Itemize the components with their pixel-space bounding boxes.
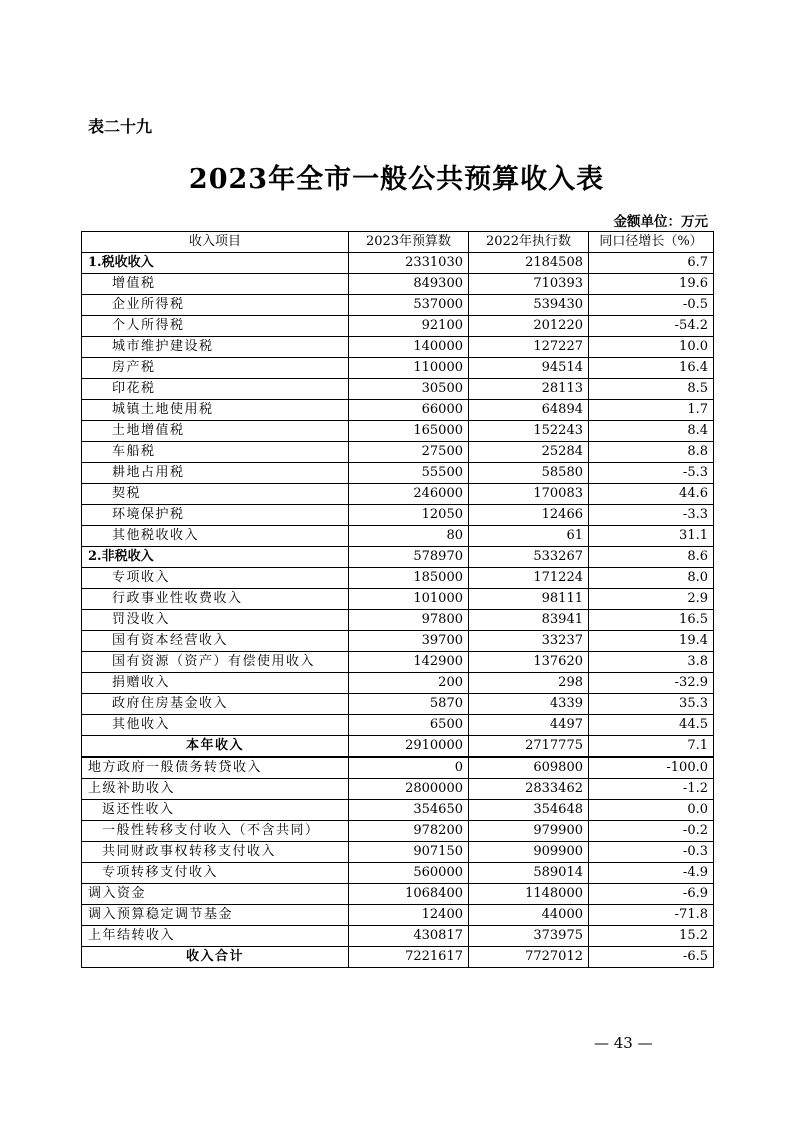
row-growth: -100.0 — [589, 757, 714, 779]
row-budget-2023: 6500 — [349, 715, 469, 736]
row-growth: 35.3 — [589, 694, 714, 715]
row-actual-2022: 2184508 — [469, 253, 589, 274]
row-actual-2022: 94514 — [469, 358, 589, 379]
row-item-name: 车船税 — [82, 442, 349, 463]
row-budget-2023: 354650 — [349, 800, 469, 821]
row-budget-2023: 55500 — [349, 463, 469, 484]
row-item-name: 契税 — [82, 484, 349, 505]
row-actual-2022: 2833462 — [469, 779, 589, 800]
row-actual-2022: 298 — [469, 673, 589, 694]
budget-table — [81, 231, 714, 968]
row-budget-2023: 66000 — [349, 400, 469, 421]
row-item-name: 增值税 — [82, 274, 349, 295]
row-actual-2022: 539430 — [469, 295, 589, 316]
row-growth: -54.2 — [589, 316, 714, 337]
table-row — [82, 884, 714, 905]
row-budget-2023: 5870 — [349, 694, 469, 715]
row-growth: 31.1 — [589, 526, 714, 547]
row-item-name: 土地增值税 — [82, 421, 349, 442]
table-row — [82, 484, 714, 505]
row-budget-2023: 430817 — [349, 926, 469, 947]
row-item-name: 个人所得税 — [82, 316, 349, 337]
row-item-name: 城镇土地使用税 — [82, 400, 349, 421]
table-row — [82, 568, 714, 589]
row-growth: -5.3 — [589, 463, 714, 484]
table-row — [82, 526, 714, 547]
row-item-name: 本年收入 — [82, 736, 349, 758]
row-item-name: 房产税 — [82, 358, 349, 379]
row-item-name: 政府住房基金收入 — [82, 694, 349, 715]
row-actual-2022: 61 — [469, 526, 589, 547]
column-header-growth: 同口径增长（%） — [589, 232, 714, 253]
row-actual-2022: 2717775 — [469, 736, 589, 758]
row-actual-2022: 710393 — [469, 274, 589, 295]
row-budget-2023: 578970 — [349, 547, 469, 568]
table-row — [82, 337, 714, 358]
row-actual-2022: 137620 — [469, 652, 589, 673]
row-actual-2022: 373975 — [469, 926, 589, 947]
row-growth: -3.3 — [589, 505, 714, 526]
row-growth: 2.9 — [589, 589, 714, 610]
row-budget-2023: 142900 — [349, 652, 469, 673]
row-actual-2022: 171224 — [469, 568, 589, 589]
table-row — [82, 547, 714, 568]
row-growth: 44.5 — [589, 715, 714, 736]
row-actual-2022: 201220 — [469, 316, 589, 337]
row-growth: 44.6 — [589, 484, 714, 505]
row-actual-2022: 44000 — [469, 905, 589, 926]
row-growth: -0.2 — [589, 821, 714, 842]
row-budget-2023: 2910000 — [349, 736, 469, 758]
row-budget-2023: 80 — [349, 526, 469, 547]
row-growth: 1.7 — [589, 400, 714, 421]
row-item-name: 罚没收入 — [82, 610, 349, 631]
row-item-name: 专项转移支付收入 — [82, 863, 349, 884]
table-row — [82, 736, 714, 758]
row-actual-2022: 609800 — [469, 757, 589, 779]
row-growth: 8.6 — [589, 547, 714, 568]
table-body — [82, 253, 714, 968]
row-item-name: 专项收入 — [82, 568, 349, 589]
row-budget-2023: 97800 — [349, 610, 469, 631]
row-actual-2022: 83941 — [469, 610, 589, 631]
table-row — [82, 253, 714, 274]
row-actual-2022: 1148000 — [469, 884, 589, 905]
row-growth: -71.8 — [589, 905, 714, 926]
row-budget-2023: 92100 — [349, 316, 469, 337]
row-growth: -32.9 — [589, 673, 714, 694]
row-item-name: 国有资源（资产）有偿使用收入 — [82, 652, 349, 673]
row-item-name: 耕地占用税 — [82, 463, 349, 484]
row-item-name: 2.非税收入 — [82, 547, 349, 568]
row-item-name: 共同财政事权转移支付收入 — [82, 842, 349, 863]
row-budget-2023: 200 — [349, 673, 469, 694]
row-actual-2022: 64894 — [469, 400, 589, 421]
row-actual-2022: 4497 — [469, 715, 589, 736]
row-item-name: 国有资本经营收入 — [82, 631, 349, 652]
row-actual-2022: 33237 — [469, 631, 589, 652]
table-row — [82, 673, 714, 694]
row-growth: 19.4 — [589, 631, 714, 652]
row-actual-2022: 12466 — [469, 505, 589, 526]
column-header-item: 收入项目 — [82, 232, 349, 253]
row-item-name: 企业所得税 — [82, 295, 349, 316]
row-growth: 16.4 — [589, 358, 714, 379]
row-growth: -0.5 — [589, 295, 714, 316]
row-actual-2022: 28113 — [469, 379, 589, 400]
row-actual-2022: 979900 — [469, 821, 589, 842]
table-row — [82, 589, 714, 610]
table-row — [82, 947, 714, 968]
row-budget-2023: 101000 — [349, 589, 469, 610]
row-growth: -4.9 — [589, 863, 714, 884]
table-row — [82, 358, 714, 379]
row-budget-2023: 165000 — [349, 421, 469, 442]
table-label: 表二十九 — [88, 117, 153, 136]
row-item-name: 地方政府一般债务转贷收入 — [82, 757, 349, 779]
row-budget-2023: 2800000 — [349, 779, 469, 800]
table-row — [82, 505, 714, 526]
row-budget-2023: 978200 — [349, 821, 469, 842]
row-budget-2023: 2331030 — [349, 253, 469, 274]
row-actual-2022: 98111 — [469, 589, 589, 610]
row-item-name: 环境保护税 — [82, 505, 349, 526]
row-actual-2022: 4339 — [469, 694, 589, 715]
table-row — [82, 652, 714, 673]
page-number: — 43 — — [594, 1034, 653, 1052]
row-budget-2023: 1068400 — [349, 884, 469, 905]
row-item-name: 城市维护建设税 — [82, 337, 349, 358]
row-budget-2023: 110000 — [349, 358, 469, 379]
row-budget-2023: 30500 — [349, 379, 469, 400]
row-growth: 8.8 — [589, 442, 714, 463]
row-growth: -1.2 — [589, 779, 714, 800]
table-row — [82, 400, 714, 421]
table-row — [82, 694, 714, 715]
row-item-name: 上级补助收入 — [82, 779, 349, 800]
row-item-name: 调入资金 — [82, 884, 349, 905]
table-row — [82, 905, 714, 926]
row-growth: 6.7 — [589, 253, 714, 274]
page-title: 2023年全市一般公共预算收入表 — [188, 164, 605, 195]
table-row — [82, 715, 714, 736]
unit-label: 金额单位：万元 — [613, 214, 708, 230]
row-item-name: 一般性转移支付收入（不含共同） — [82, 821, 349, 842]
row-item-name: 收入合计 — [82, 947, 349, 968]
row-actual-2022: 127227 — [469, 337, 589, 358]
row-actual-2022: 909900 — [469, 842, 589, 863]
table-row — [82, 316, 714, 337]
column-header-actual-2022: 2022年执行数 — [469, 232, 589, 253]
row-growth: -0.3 — [589, 842, 714, 863]
row-item-name: 捐赠收入 — [82, 673, 349, 694]
table-row — [82, 926, 714, 947]
row-budget-2023: 12400 — [349, 905, 469, 926]
row-item-name: 其他税收收入 — [82, 526, 349, 547]
table-row — [82, 379, 714, 400]
table-row — [82, 421, 714, 442]
row-budget-2023: 12050 — [349, 505, 469, 526]
row-item-name: 其他收入 — [82, 715, 349, 736]
row-budget-2023: 39700 — [349, 631, 469, 652]
table-row — [82, 863, 714, 884]
table-row — [82, 842, 714, 863]
row-budget-2023: 560000 — [349, 863, 469, 884]
table-row — [82, 631, 714, 652]
table-row — [82, 800, 714, 821]
row-item-name: 行政事业性收费收入 — [82, 589, 349, 610]
column-header-budget-2023: 2023年预算数 — [349, 232, 469, 253]
table-row — [82, 757, 714, 779]
row-growth: 16.5 — [589, 610, 714, 631]
row-growth: -6.9 — [589, 884, 714, 905]
table-row — [82, 274, 714, 295]
row-actual-2022: 354648 — [469, 800, 589, 821]
table-row — [82, 295, 714, 316]
row-budget-2023: 0 — [349, 757, 469, 779]
row-growth: 3.8 — [589, 652, 714, 673]
table-row — [82, 821, 714, 842]
row-growth: 0.0 — [589, 800, 714, 821]
row-item-name: 印花税 — [82, 379, 349, 400]
row-growth: 10.0 — [589, 337, 714, 358]
row-actual-2022: 25284 — [469, 442, 589, 463]
row-actual-2022: 7727012 — [469, 947, 589, 968]
row-budget-2023: 27500 — [349, 442, 469, 463]
row-budget-2023: 537000 — [349, 295, 469, 316]
row-growth: 8.5 — [589, 379, 714, 400]
row-item-name: 上年结转收入 — [82, 926, 349, 947]
row-budget-2023: 246000 — [349, 484, 469, 505]
row-growth: 8.4 — [589, 421, 714, 442]
row-item-name: 返还性收入 — [82, 800, 349, 821]
row-budget-2023: 849300 — [349, 274, 469, 295]
table-row — [82, 463, 714, 484]
row-actual-2022: 152243 — [469, 421, 589, 442]
table-row — [82, 442, 714, 463]
row-budget-2023: 185000 — [349, 568, 469, 589]
row-growth: 8.0 — [589, 568, 714, 589]
row-growth: -6.5 — [589, 947, 714, 968]
row-growth: 15.2 — [589, 926, 714, 947]
row-growth: 19.6 — [589, 274, 714, 295]
row-growth: 7.1 — [589, 736, 714, 758]
row-budget-2023: 7221617 — [349, 947, 469, 968]
row-budget-2023: 907150 — [349, 842, 469, 863]
row-actual-2022: 58580 — [469, 463, 589, 484]
table-row — [82, 610, 714, 631]
row-budget-2023: 140000 — [349, 337, 469, 358]
row-actual-2022: 589014 — [469, 863, 589, 884]
row-actual-2022: 533267 — [469, 547, 589, 568]
row-item-name: 调入预算稳定调节基金 — [82, 905, 349, 926]
table-header — [82, 232, 714, 253]
table-row — [82, 779, 714, 800]
row-actual-2022: 170083 — [469, 484, 589, 505]
row-item-name: 1.税收收入 — [82, 253, 349, 274]
